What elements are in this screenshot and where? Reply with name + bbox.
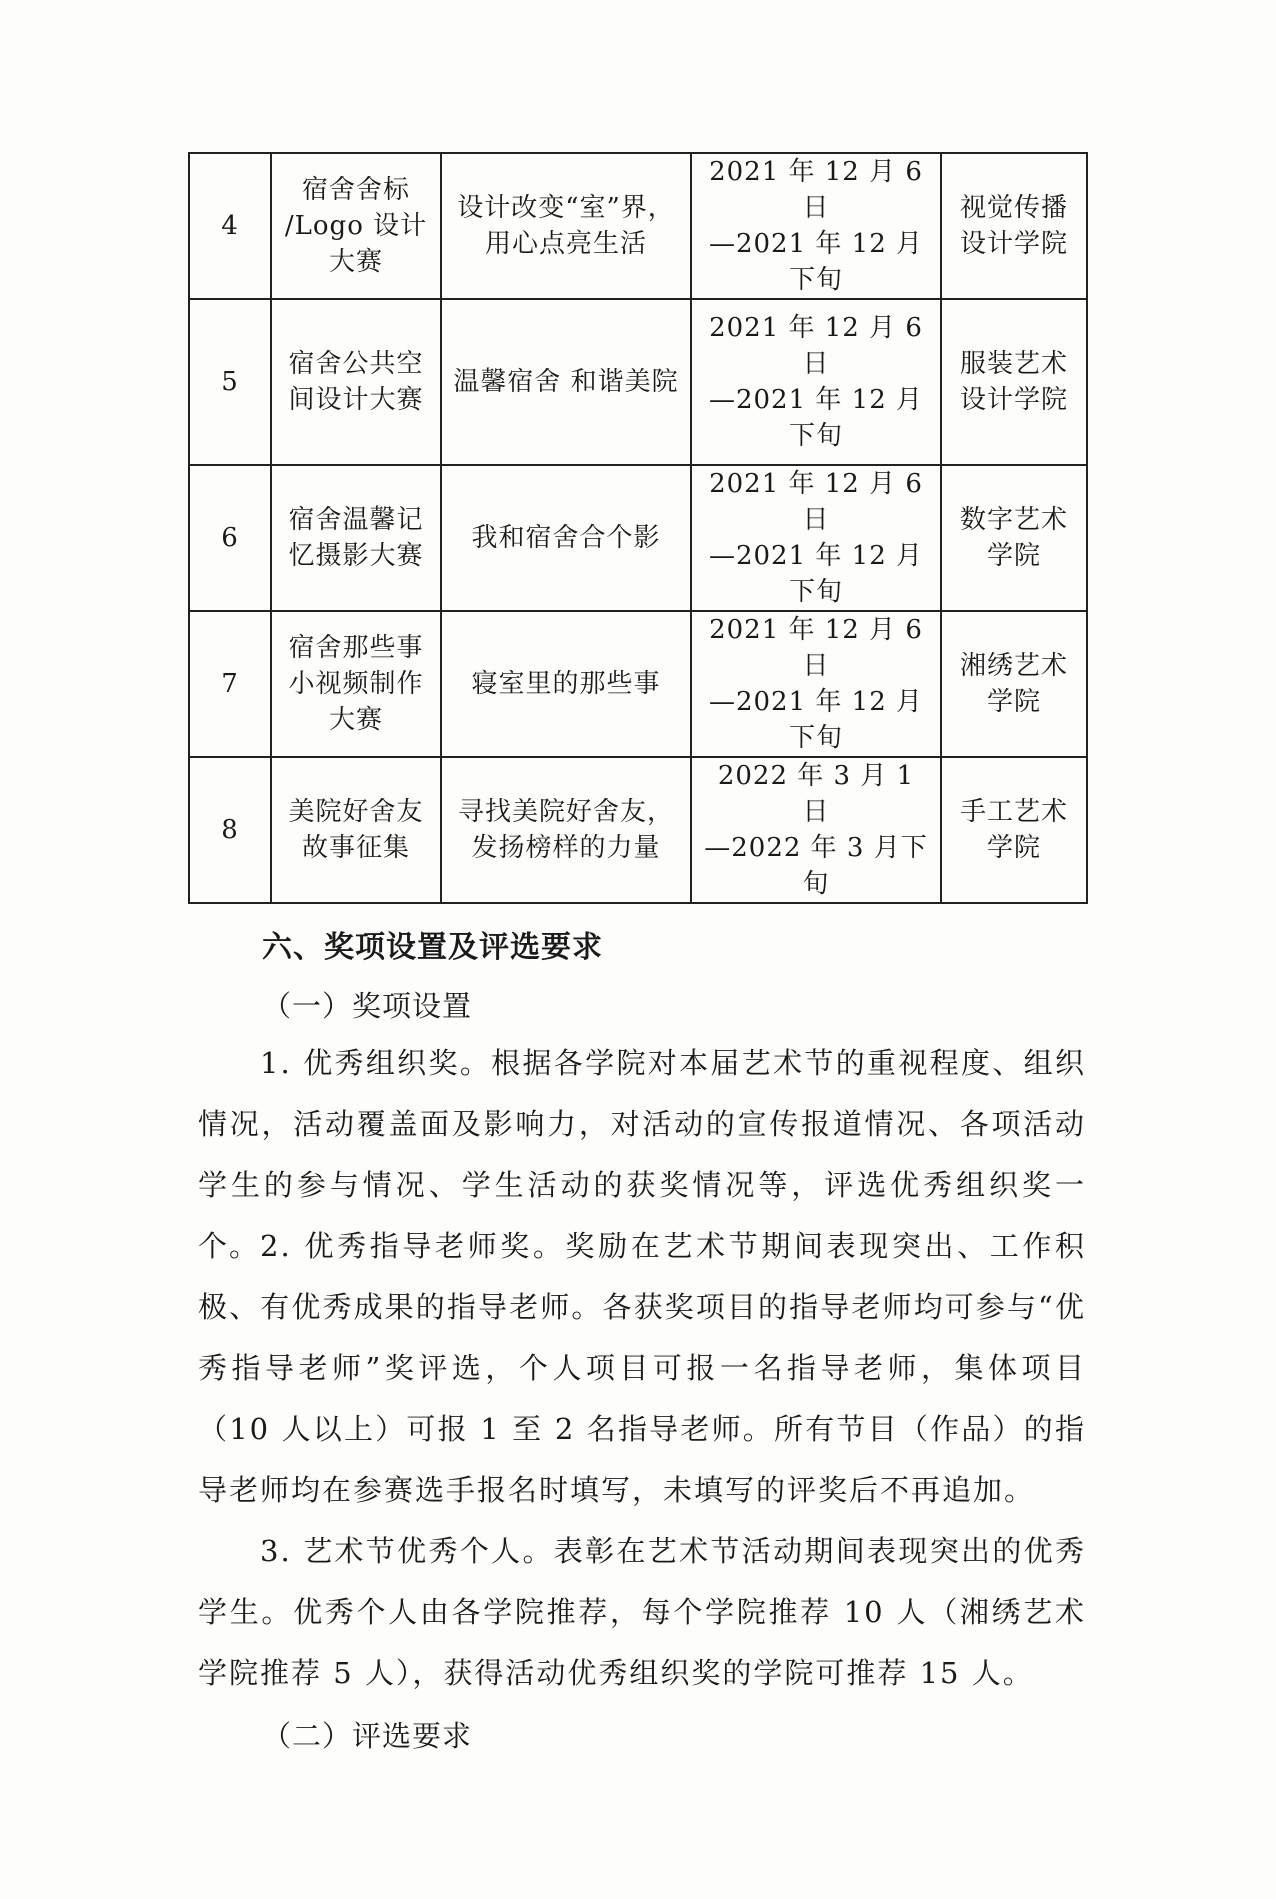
table-row	[189, 299, 1087, 465]
cell-line: 2021 年 12 月 6 日	[709, 615, 923, 681]
paragraph-instructor-award: 2. 优秀指导老师奖。奖励在艺术节期间表现突出、工作积极、有优秀成果的指导老师。各获奖项目的指导老师均可参与“优秀指导老师”奖评选，个人项目可报一名指导老师，集体项目（10 人以上）可报 1 至 2 名指导老师。所有节目（作品）的指导老师均在参赛选手报名时填写，未填写的评奖后不再追加。	[198, 1229, 1086, 1507]
paragraph-organization-award: 1. 优秀组织奖。根据各学院对本届艺术节的重视程度、组织情况，活动覆盖面及影响力，对活动的宣传报道情况、各项活动学生的参与情况、学生活动的获奖情况等，评选优秀组织奖一个。	[198, 1046, 1086, 1263]
cell-theme	[441, 465, 691, 611]
cell-organizer	[941, 465, 1087, 611]
cell-line: 宿舍公共空	[288, 349, 424, 379]
cell-name	[271, 757, 441, 903]
cell-number: 4	[189, 153, 271, 299]
cell-number: 6	[189, 465, 271, 611]
table-row	[189, 611, 1087, 757]
cell-line: 学院	[986, 541, 1041, 571]
cell-name	[271, 465, 441, 611]
table-row	[189, 465, 1087, 611]
cell-organizer	[941, 299, 1087, 465]
cell-name	[271, 299, 441, 465]
cell-line: —2022 年 3 月下旬	[704, 833, 928, 899]
cell-line: 服装艺术	[959, 349, 1068, 379]
cell-line: /Logo 设计	[284, 211, 428, 241]
cell-line: —2021 年 12 月下旬	[708, 385, 924, 451]
cell-number: 8	[189, 757, 271, 903]
cell-theme	[441, 611, 691, 757]
cell-line: 湘绣艺术	[959, 651, 1068, 681]
cell-organizer	[941, 153, 1087, 299]
cell-line: 学院	[986, 687, 1041, 717]
cell-theme	[441, 299, 691, 465]
cell-name	[271, 611, 441, 757]
cell-time	[691, 299, 941, 465]
cell-number: 5	[189, 299, 271, 465]
cell-line: —2021 年 12 月下旬	[708, 687, 924, 753]
cell-line: 大赛	[328, 247, 383, 277]
cell-time	[691, 757, 941, 903]
cell-line: 大赛	[328, 705, 383, 735]
cell-organizer	[941, 757, 1087, 903]
cell-line: 忆摄影大赛	[288, 541, 424, 571]
cell-line: —2021 年 12 月下旬	[708, 229, 924, 295]
awards-subheading: （一）奖项设置	[262, 989, 473, 1023]
cell-line: 寝室里的那些事	[471, 669, 661, 699]
cell-line: 手工艺术	[959, 797, 1068, 827]
cell-theme	[441, 153, 691, 299]
paragraph-individual-award: 3. 艺术节优秀个人。表彰在艺术节活动期间表现突出的优秀学生。优秀个人由各学院推荐，每个学院推荐 10 人（湘绣艺术学院推荐 5 人），获得活动优秀组织奖的学院可推荐 15 人。	[198, 1534, 1086, 1690]
cell-time	[691, 465, 941, 611]
cell-time	[691, 153, 941, 299]
cell-line: 宿舍温馨记	[288, 505, 424, 535]
cell-line: 2022 年 3 月 1 日	[717, 761, 915, 827]
table-row	[189, 757, 1087, 903]
cell-line: 间设计大赛	[288, 385, 424, 415]
cell-theme	[441, 757, 691, 903]
cell-line: 故事征集	[301, 833, 410, 863]
cell-line: 宿舍舍标	[301, 175, 410, 205]
cell-line: 设计改变“室”界，	[457, 193, 675, 223]
cell-line: 2021 年 12 月 6 日	[709, 313, 923, 379]
activity-table	[188, 152, 1088, 904]
cell-line: 数字艺术	[959, 505, 1068, 535]
cell-line: 寻找美院好舍友，	[457, 797, 674, 827]
cell-line: 设计学院	[959, 385, 1068, 415]
cell-organizer	[941, 611, 1087, 757]
cell-line: 2021 年 12 月 6 日	[709, 469, 923, 535]
cell-line: 我和宿舍合个影	[471, 523, 661, 553]
selection-requirements-subheading: （二）评选要求	[262, 1719, 473, 1753]
cell-line: 视觉传播	[959, 193, 1068, 223]
cell-name	[271, 153, 441, 299]
cell-number: 7	[189, 611, 271, 757]
cell-line: 发扬榜样的力量	[471, 833, 661, 863]
cell-line: 用心点亮生活	[484, 229, 647, 259]
cell-line: 设计学院	[959, 229, 1068, 259]
section-six-title: 六、奖项设置及评选要求	[262, 930, 603, 965]
cell-line: 学院	[986, 833, 1041, 863]
cell-line: 美院好舍友	[288, 797, 424, 827]
cell-line: 小视频制作	[288, 669, 424, 699]
cell-line: 宿舍那些事	[288, 633, 424, 663]
cell-time	[691, 611, 941, 757]
cell-line: 温馨宿舍 和谐美院	[453, 367, 679, 397]
table-row	[189, 153, 1087, 299]
activity-table-body	[189, 153, 1087, 903]
cell-line: —2021 年 12 月下旬	[708, 541, 924, 607]
cell-line: 2021 年 12 月 6 日	[709, 157, 923, 223]
